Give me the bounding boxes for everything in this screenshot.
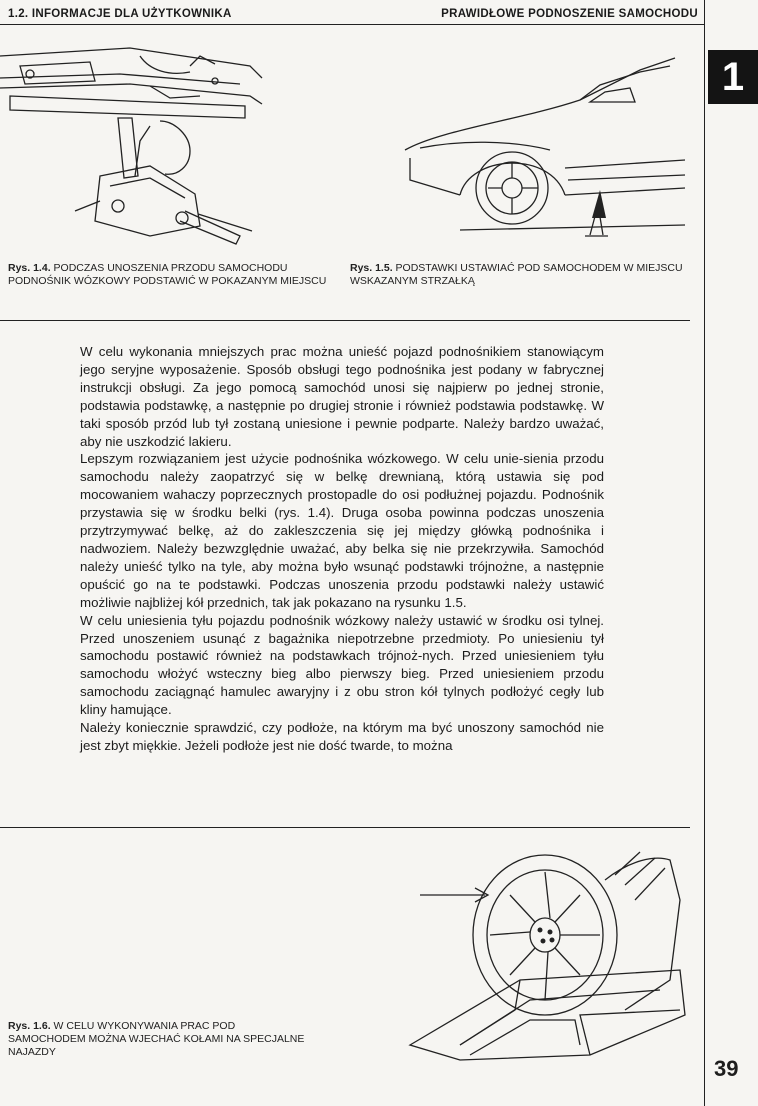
caption-figure-1-5 xyxy=(350,262,695,288)
figure-1-5-axle-stand xyxy=(400,40,685,255)
caption-text: PODSTAWKI USTAWIAĆ POD SAMOCHODEM W MIEJSCU WSKAZANYM STRZAŁKĄ xyxy=(350,262,683,287)
figure-1-6-drive-on-ramp xyxy=(400,840,700,1075)
margin-rule xyxy=(704,0,705,1106)
paragraph: W celu wykonania mniejszych prac można unieść pojazd podnośnikiem stanowiącym jego seryjne wyposażenie. Sposób obsługi tego podnośnika jest podany w fabrycznej instrukcji obsługi. Za jego pomocą samochód unosi się najpierw po jednej stronie, podstawia podstawkę, a następnie po drugiej stronie i również podstawia podstawkę. W taki sposób przód lub tył zostaną uniesione i pewnie podparte. Należy bardzo uważać, aby nie uszkodzić lakieru. xyxy=(80,344,604,449)
caption-text: W CELU WYKONYWANIA PRAC POD SAMOCHODEM MOŻNA WJECHAĆ KOŁAMI NA SPECJALNE NAJAZDY xyxy=(8,1020,305,1058)
paragraph: Należy koniecznie sprawdzić, czy podłoże, na którym ma być unoszony samochód nie jest zbyt miękkie. Jeżeli podłoże jest nie dość twarde, to można xyxy=(80,720,604,753)
caption-figure-1-4 xyxy=(8,262,338,288)
paragraph: W celu uniesienia tyłu pojazdu podnośnik wózkowy należy ustawić w środku osi tylnej. Przed unoszeniem usunąć z bagażnika niepotrzebne przedmioty. Po uniesieniu tył samochodu postawić również na podstawkach trójnoż-nych. Przed uniesieniem tyłu samochodu włożyć wsteczny bieg albo pierwszy bieg. Przed uniesieniem przodu samochodu zaciągnąć hamulec awaryjny i z obu stron kół tylnych podłożyć cegły lub kliny hamujące. xyxy=(80,612,604,718)
caption-label: Rys. 1.4. xyxy=(8,262,51,274)
chapter-tab: 1 xyxy=(708,50,758,104)
caption-label: Rys. 1.6. xyxy=(8,1020,51,1032)
figure-1-4-trolley-jack xyxy=(0,26,270,251)
running-header-right: PRAWIDŁOWE PODNOSZENIE SAMOCHODU xyxy=(441,8,698,20)
caption-text: PODCZAS UNOSZENIA PRZODU SAMOCHODU PODNOŚNIK WÓZKOWY PODSTAWIĆ W POKAZANYM MIEJSCU xyxy=(8,262,327,287)
header-rule xyxy=(0,24,704,25)
caption-figure-1-6 xyxy=(8,1020,308,1059)
caption-label: Rys. 1.5. xyxy=(350,262,393,274)
body-text xyxy=(80,343,604,755)
section-rule xyxy=(0,320,690,321)
section-rule xyxy=(0,827,690,828)
paragraph: Lepszym rozwiązaniem jest użycie podnośnika wózkowego. W celu unie-sienia przodu samochodu należy zaopatrzyć się w belkę drewnianą, którą ustawia się pod mocowaniem wahaczy poprzecznych prostopadle do osi podłużnej pojazdu. Podnośnik przystawia się w środku belki (rys. 1.4). Druga osoba powinna podczas unoszenia przytrzymywać belkę, aż do zakleszczenia się jej między główką podnośnika i nadwoziem. Należy bezwzględnie uważać, aby belka się nie przekrzywiła. Samochód należy unieść tylko na tyle, aby można było wsunąć podstawki trójnożne, a następnie opuścić go na te podstawki. Podczas unoszenia przodu podstawki należy ustawić możliwie najbliżej kół przednich, tak jak pokazano na rysunku 1.5. xyxy=(80,451,604,610)
page-number: 39 xyxy=(714,1056,739,1081)
running-header-left: 1.2. INFORMACJE DLA UŻYTKOWNIKA xyxy=(8,8,232,20)
